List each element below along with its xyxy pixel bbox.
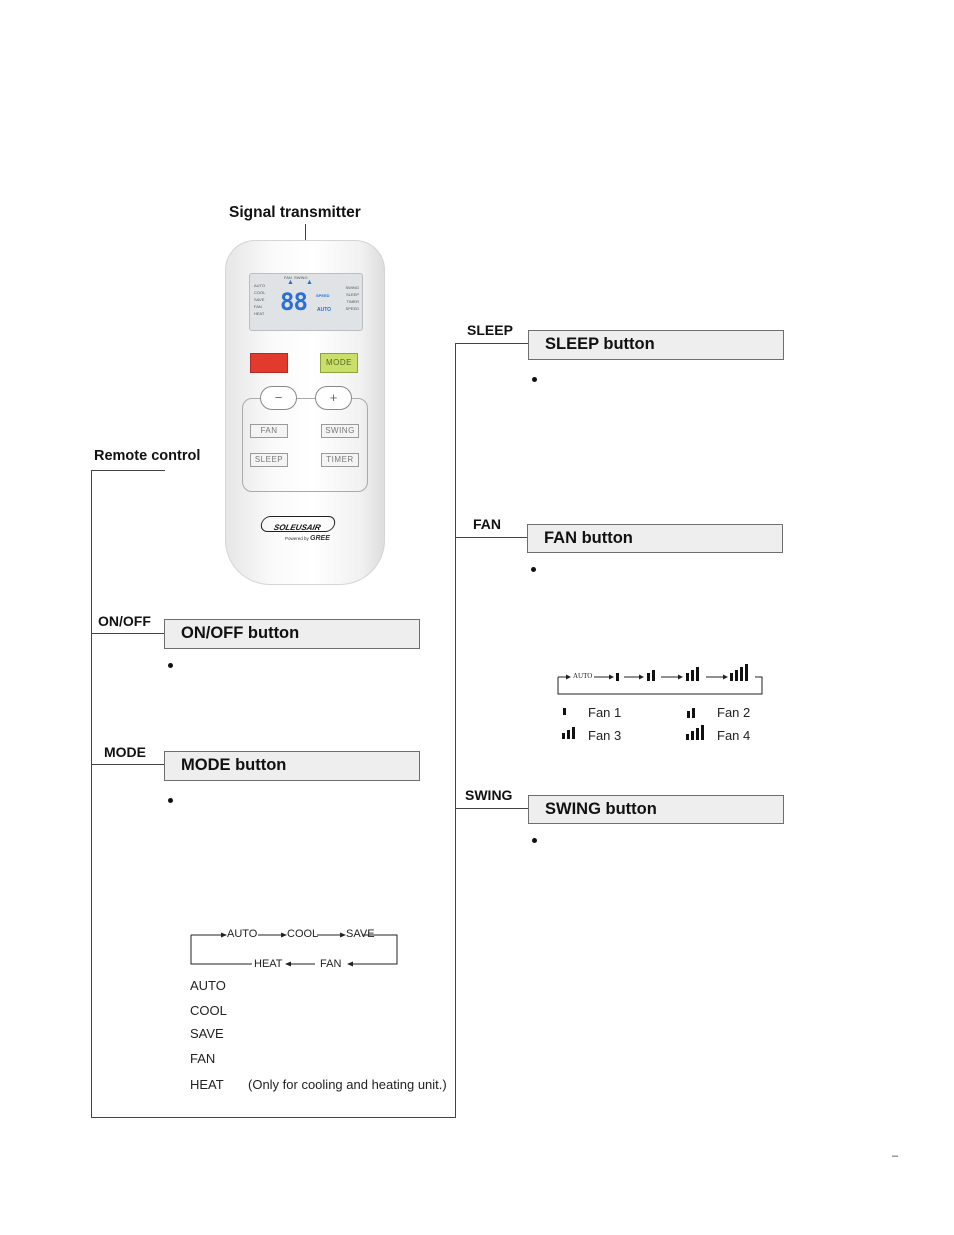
mode-list-heat-note: (Only for cooling and heating unit.) <box>248 1077 447 1092</box>
right-vertical-line <box>455 343 456 1118</box>
remote-label-underline <box>91 470 165 471</box>
fan-legend-2: Fan 2 <box>717 705 751 720</box>
lcd-speed-tag: SPEED <box>316 293 330 298</box>
page-mark: – <box>892 1150 899 1162</box>
mode-button-header: MODE button <box>164 751 420 781</box>
swing-remote-button[interactable]: SWING <box>321 424 359 438</box>
mode-cycle-cool: COOL <box>287 928 319 940</box>
fan-button-header: FAN button <box>527 524 783 553</box>
mode-cycle-auto: AUTO <box>227 928 258 940</box>
lcd-digits: 88 <box>280 288 307 316</box>
lcd-triangle-icon: ▲ <box>306 279 313 286</box>
mode-list-fan: FAN <box>190 1051 216 1066</box>
mode-cycle-save: SAVE <box>346 928 375 940</box>
swing-bullet <box>532 838 537 843</box>
powered-by-text: Powered by GREE <box>285 535 330 542</box>
remote-control-image <box>225 240 385 585</box>
lcd-function-list: SWING SLEEP TIMER SPEED <box>345 285 359 311</box>
mode-remote-button[interactable]: MODE <box>320 353 358 373</box>
mode-list-cool: COOL <box>190 1003 227 1018</box>
mode-list-save: SAVE <box>190 1026 224 1041</box>
mode-list-auto: AUTO <box>190 978 226 993</box>
fan-cycle-diagram <box>556 664 766 696</box>
mode-cycle-diagram <box>190 926 405 970</box>
signal-transmitter-label: Signal transmitter <box>229 204 361 221</box>
lcd-triangle-icon: ▲ <box>287 279 294 286</box>
swing-button-header: SWING button <box>528 795 784 824</box>
fan-remote-button[interactable]: FAN <box>250 424 288 438</box>
minus-remote-button[interactable]: − <box>260 386 297 410</box>
left-vertical-line <box>91 470 92 1118</box>
mode-cycle-heat: HEAT <box>254 958 283 970</box>
sleep-button-header: SLEEP button <box>528 330 784 360</box>
onoff-bullet <box>168 663 173 668</box>
plus-remote-button[interactable]: + <box>315 386 352 410</box>
remote-button-frame <box>242 398 368 492</box>
onoff-button-header: ON/OFF button <box>164 619 420 649</box>
fan-label: FAN <box>473 516 501 532</box>
mode-leader-line <box>92 764 164 765</box>
mode-label: MODE <box>104 744 146 760</box>
mode-list-heat: HEAT <box>190 1077 224 1092</box>
lcd-top-text: FAN SWING <box>284 275 308 280</box>
fan-cycle-arrows <box>556 664 766 696</box>
fan-legend-1: Fan 1 <box>588 705 622 720</box>
fan-leader-line <box>456 537 528 538</box>
fan-legend-4: Fan 4 <box>717 728 751 743</box>
mode-cycle-fan: FAN <box>320 958 342 970</box>
fan-legend-3: Fan 3 <box>588 728 622 743</box>
fan-legend <box>558 703 768 745</box>
sleep-label: SLEEP <box>467 322 513 338</box>
remote-control-label: Remote control <box>94 448 201 464</box>
bottom-horizontal-line <box>91 1117 456 1118</box>
lcd-auto-text: AUTO <box>317 307 332 313</box>
brand-logo: SOLEUSAIR <box>259 516 336 532</box>
fan-bullet <box>531 567 536 572</box>
sleep-bullet <box>532 377 537 382</box>
onoff-leader-line <box>92 633 164 634</box>
mode-bullet <box>168 798 173 803</box>
sleep-leader-line <box>456 343 528 344</box>
swing-label: SWING <box>465 787 513 803</box>
lcd-display <box>249 273 363 331</box>
lcd-mode-list: AUTO COOL SAVE FAN HEAT <box>254 283 266 316</box>
onoff-remote-button[interactable] <box>250 353 288 373</box>
sleep-remote-button[interactable]: SLEEP <box>250 453 288 467</box>
swing-leader-line <box>456 808 528 809</box>
fan-cycle-auto: AUTO <box>573 672 593 680</box>
timer-remote-button[interactable]: TIMER <box>321 453 359 467</box>
onoff-label: ON/OFF <box>98 613 151 629</box>
